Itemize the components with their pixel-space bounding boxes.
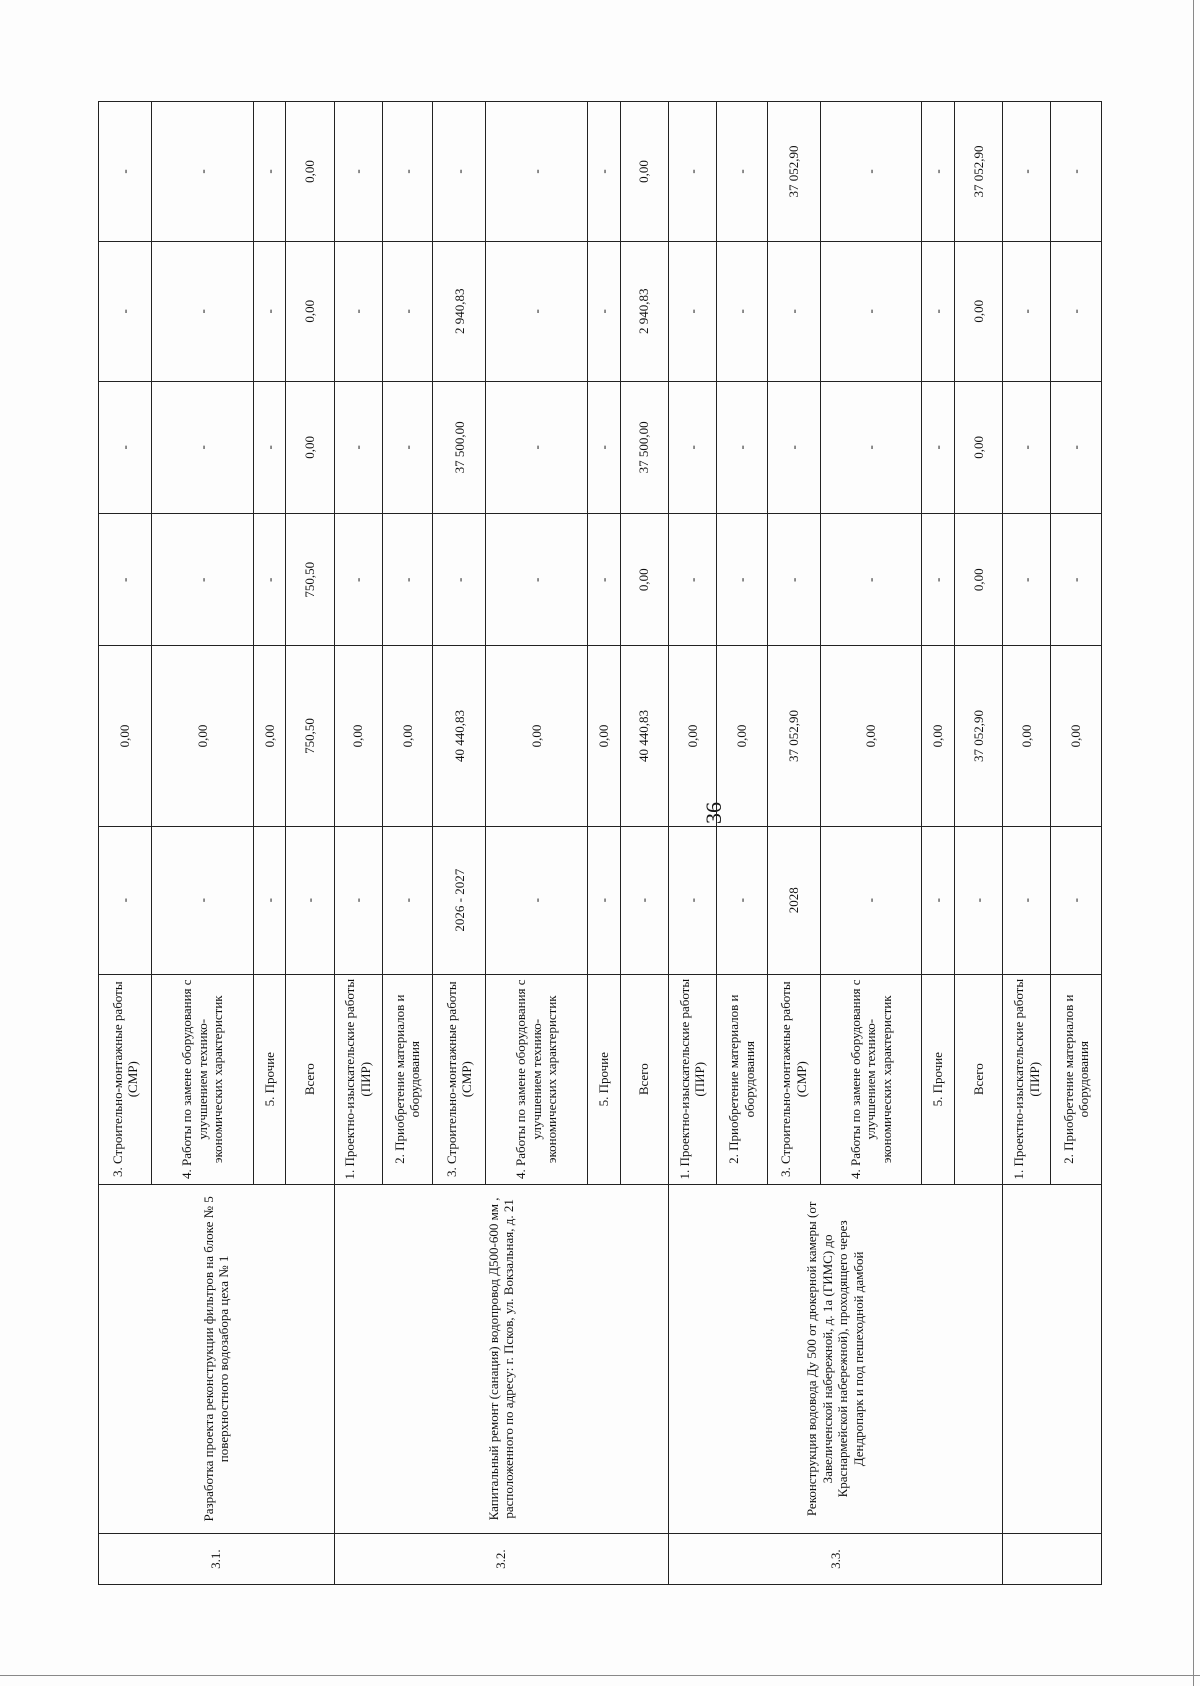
- work-type-cell: Всего: [955, 974, 1003, 1184]
- year4-cost-cell: 0,00: [620, 102, 668, 242]
- year4-cost-cell: -: [716, 102, 767, 242]
- work-type-cell: 4. Работы по замене оборудования с улучшением технико-экономических характеристик: [486, 974, 587, 1184]
- period-cell: -: [587, 826, 620, 974]
- period-cell: -: [922, 826, 955, 974]
- work-type-cell: 1. Проектно-изыскательские работы (ПИР): [334, 974, 382, 1184]
- table-row: [99, 102, 152, 1585]
- year3-cost-cell: -: [820, 241, 921, 381]
- year1-cost-cell: -: [922, 514, 955, 646]
- year2-cost-cell: -: [587, 381, 620, 513]
- year2-cost-cell: -: [152, 381, 253, 513]
- work-type-cell: 3. Строительно-монтажные работы (СМР): [99, 974, 152, 1184]
- year1-cost-cell: -: [767, 514, 820, 646]
- year2-cost-cell: -: [334, 381, 382, 513]
- year1-cost-cell: -: [382, 514, 433, 646]
- row-number: 3.1.: [99, 1534, 335, 1585]
- table-row: [668, 102, 716, 1585]
- period-cell: -: [486, 826, 587, 974]
- year1-cost-cell: -: [668, 514, 716, 646]
- period-cell: -: [99, 826, 152, 974]
- total-cost-cell: 37 052,90: [955, 646, 1003, 826]
- period-cell: -: [955, 826, 1003, 974]
- total-cost-cell: 0,00: [922, 646, 955, 826]
- year4-cost-cell: -: [433, 102, 486, 242]
- total-cost-cell: 40 440,83: [433, 646, 486, 826]
- investment-table: [98, 101, 1102, 1585]
- row-number: [1003, 1534, 1102, 1585]
- work-type-cell: 2. Приобретение материалов и оборудования: [382, 974, 433, 1184]
- year2-cost-cell: -: [716, 381, 767, 513]
- year4-cost-cell: 0,00: [286, 102, 334, 242]
- work-type-cell: 2. Приобретение материалов и оборудования: [1051, 974, 1102, 1184]
- year2-cost-cell: -: [382, 381, 433, 513]
- scan-edge-right: [1193, 0, 1194, 1686]
- period-cell: -: [286, 826, 334, 974]
- period-cell: -: [820, 826, 921, 974]
- total-cost-cell: 0,00: [587, 646, 620, 826]
- year4-cost-cell: -: [1003, 102, 1051, 242]
- total-cost-cell: 0,00: [486, 646, 587, 826]
- year4-cost-cell: -: [152, 102, 253, 242]
- page-number: 36: [701, 802, 726, 824]
- year3-cost-cell: -: [253, 241, 286, 381]
- year2-cost-cell: -: [486, 381, 587, 513]
- total-cost-cell: 0,00: [152, 646, 253, 826]
- year3-cost-cell: -: [668, 241, 716, 381]
- year3-cost-cell: -: [1003, 241, 1051, 381]
- year4-cost-cell: -: [587, 102, 620, 242]
- work-type-cell: Всего: [286, 974, 334, 1184]
- period-cell: -: [152, 826, 253, 974]
- year3-cost-cell: -: [767, 241, 820, 381]
- year4-cost-cell: -: [486, 102, 587, 242]
- year1-cost-cell: -: [716, 514, 767, 646]
- year2-cost-cell: -: [820, 381, 921, 513]
- year1-cost-cell: -: [1051, 514, 1102, 646]
- project-name: Капитальный ремонт (санация) водопровод Д500-600 мм , расположенного по адресу: г. Псков, ул. Вокзальная, д. 21: [334, 1184, 668, 1534]
- work-type-cell: Всего: [620, 974, 668, 1184]
- period-cell: -: [334, 826, 382, 974]
- year2-cost-cell: -: [99, 381, 152, 513]
- year1-cost-cell: 0,00: [620, 514, 668, 646]
- year1-cost-cell: -: [1003, 514, 1051, 646]
- year1-cost-cell: -: [253, 514, 286, 646]
- year4-cost-cell: -: [922, 102, 955, 242]
- work-type-cell: 1. Проектно-изыскательские работы (ПИР): [668, 974, 716, 1184]
- project-name: Разработка проекта реконструкции фильтров на блоке № 5 поверхностного водозабора цеха № 1: [99, 1184, 335, 1534]
- year2-cost-cell: -: [767, 381, 820, 513]
- year3-cost-cell: -: [1051, 241, 1102, 381]
- year1-cost-cell: 750,50: [286, 514, 334, 646]
- year2-cost-cell: -: [668, 381, 716, 513]
- year1-cost-cell: -: [334, 514, 382, 646]
- total-cost-cell: 40 440,83: [620, 646, 668, 826]
- period-cell: -: [716, 826, 767, 974]
- year4-cost-cell: -: [99, 102, 152, 242]
- rotated-table-wrapper: [98, 101, 1102, 1585]
- total-cost-cell: 0,00: [99, 646, 152, 826]
- scan-edge-bottom: [0, 1675, 1200, 1676]
- year3-cost-cell: -: [334, 241, 382, 381]
- year1-cost-cell: -: [820, 514, 921, 646]
- row-number: 3.3.: [668, 1534, 1002, 1585]
- year2-cost-cell: 0,00: [955, 381, 1003, 513]
- total-cost-cell: 0,00: [382, 646, 433, 826]
- total-cost-cell: 0,00: [716, 646, 767, 826]
- period-cell: -: [1003, 826, 1051, 974]
- year1-cost-cell: -: [99, 514, 152, 646]
- year1-cost-cell: 0,00: [955, 514, 1003, 646]
- year3-cost-cell: 0,00: [286, 241, 334, 381]
- year2-cost-cell: 37 500,00: [620, 381, 668, 513]
- year4-cost-cell: 37 052,90: [767, 102, 820, 242]
- year3-cost-cell: -: [716, 241, 767, 381]
- total-cost-cell: 750,50: [286, 646, 334, 826]
- project-name: Реконструкция водовода Ду 500 от дюкерной камеры (от Завеличенской набережной, д. 1а (ГИМС) до Краснармейской набережной), проходящего через Дендропарк и под пешеходной дамбой: [668, 1184, 1002, 1534]
- work-type-cell: 4. Работы по замене оборудования с улучшением технико-экономических характеристик: [820, 974, 921, 1184]
- year3-cost-cell: -: [486, 241, 587, 381]
- total-cost-cell: 0,00: [334, 646, 382, 826]
- year3-cost-cell: 2 940,83: [433, 241, 486, 381]
- table-row: [1003, 102, 1051, 1585]
- period-cell: -: [382, 826, 433, 974]
- total-cost-cell: 0,00: [820, 646, 921, 826]
- total-cost-cell: 0,00: [668, 646, 716, 826]
- year1-cost-cell: -: [152, 514, 253, 646]
- total-cost-cell: 0,00: [253, 646, 286, 826]
- year4-cost-cell: -: [253, 102, 286, 242]
- year3-cost-cell: 0,00: [955, 241, 1003, 381]
- table-row: [334, 102, 382, 1585]
- year2-cost-cell: 0,00: [286, 381, 334, 513]
- total-cost-cell: 37 052,90: [767, 646, 820, 826]
- year4-cost-cell: 37 052,90: [955, 102, 1003, 242]
- year1-cost-cell: -: [433, 514, 486, 646]
- year3-cost-cell: -: [99, 241, 152, 381]
- table-body: [99, 102, 1102, 1585]
- year4-cost-cell: -: [1051, 102, 1102, 242]
- work-type-cell: 5. Прочие: [587, 974, 620, 1184]
- work-type-cell: 3. Строительно-монтажные работы (СМР): [433, 974, 486, 1184]
- year2-cost-cell: 37 500,00: [433, 381, 486, 513]
- year3-cost-cell: 2 940,83: [620, 241, 668, 381]
- work-type-cell: 5. Прочие: [253, 974, 286, 1184]
- year4-cost-cell: -: [668, 102, 716, 242]
- year4-cost-cell: -: [334, 102, 382, 242]
- year3-cost-cell: -: [152, 241, 253, 381]
- total-cost-cell: 0,00: [1051, 646, 1102, 826]
- year1-cost-cell: -: [587, 514, 620, 646]
- work-type-cell: 2. Приобретение материалов и оборудования: [716, 974, 767, 1184]
- period-cell: 2028: [767, 826, 820, 974]
- year2-cost-cell: -: [922, 381, 955, 513]
- project-name: [1003, 1184, 1102, 1534]
- period-cell: 2026 - 2027: [433, 826, 486, 974]
- year3-cost-cell: -: [922, 241, 955, 381]
- year1-cost-cell: -: [486, 514, 587, 646]
- year3-cost-cell: -: [587, 241, 620, 381]
- period-cell: -: [620, 826, 668, 974]
- work-type-cell: 4. Работы по замене оборудования с улучшением технико-экономических характеристик: [152, 974, 253, 1184]
- year4-cost-cell: -: [382, 102, 433, 242]
- work-type-cell: 3. Строительно-монтажные работы (СМР): [767, 974, 820, 1184]
- year2-cost-cell: -: [253, 381, 286, 513]
- work-type-cell: 5. Прочие: [922, 974, 955, 1184]
- year2-cost-cell: -: [1051, 381, 1102, 513]
- period-cell: -: [1051, 826, 1102, 974]
- period-cell: -: [668, 826, 716, 974]
- work-type-cell: 1. Проектно-изыскательские работы (ПИР): [1003, 974, 1051, 1184]
- period-cell: -: [253, 826, 286, 974]
- year4-cost-cell: -: [820, 102, 921, 242]
- year2-cost-cell: -: [1003, 381, 1051, 513]
- row-number: 3.2.: [334, 1534, 668, 1585]
- total-cost-cell: 0,00: [1003, 646, 1051, 826]
- year3-cost-cell: -: [382, 241, 433, 381]
